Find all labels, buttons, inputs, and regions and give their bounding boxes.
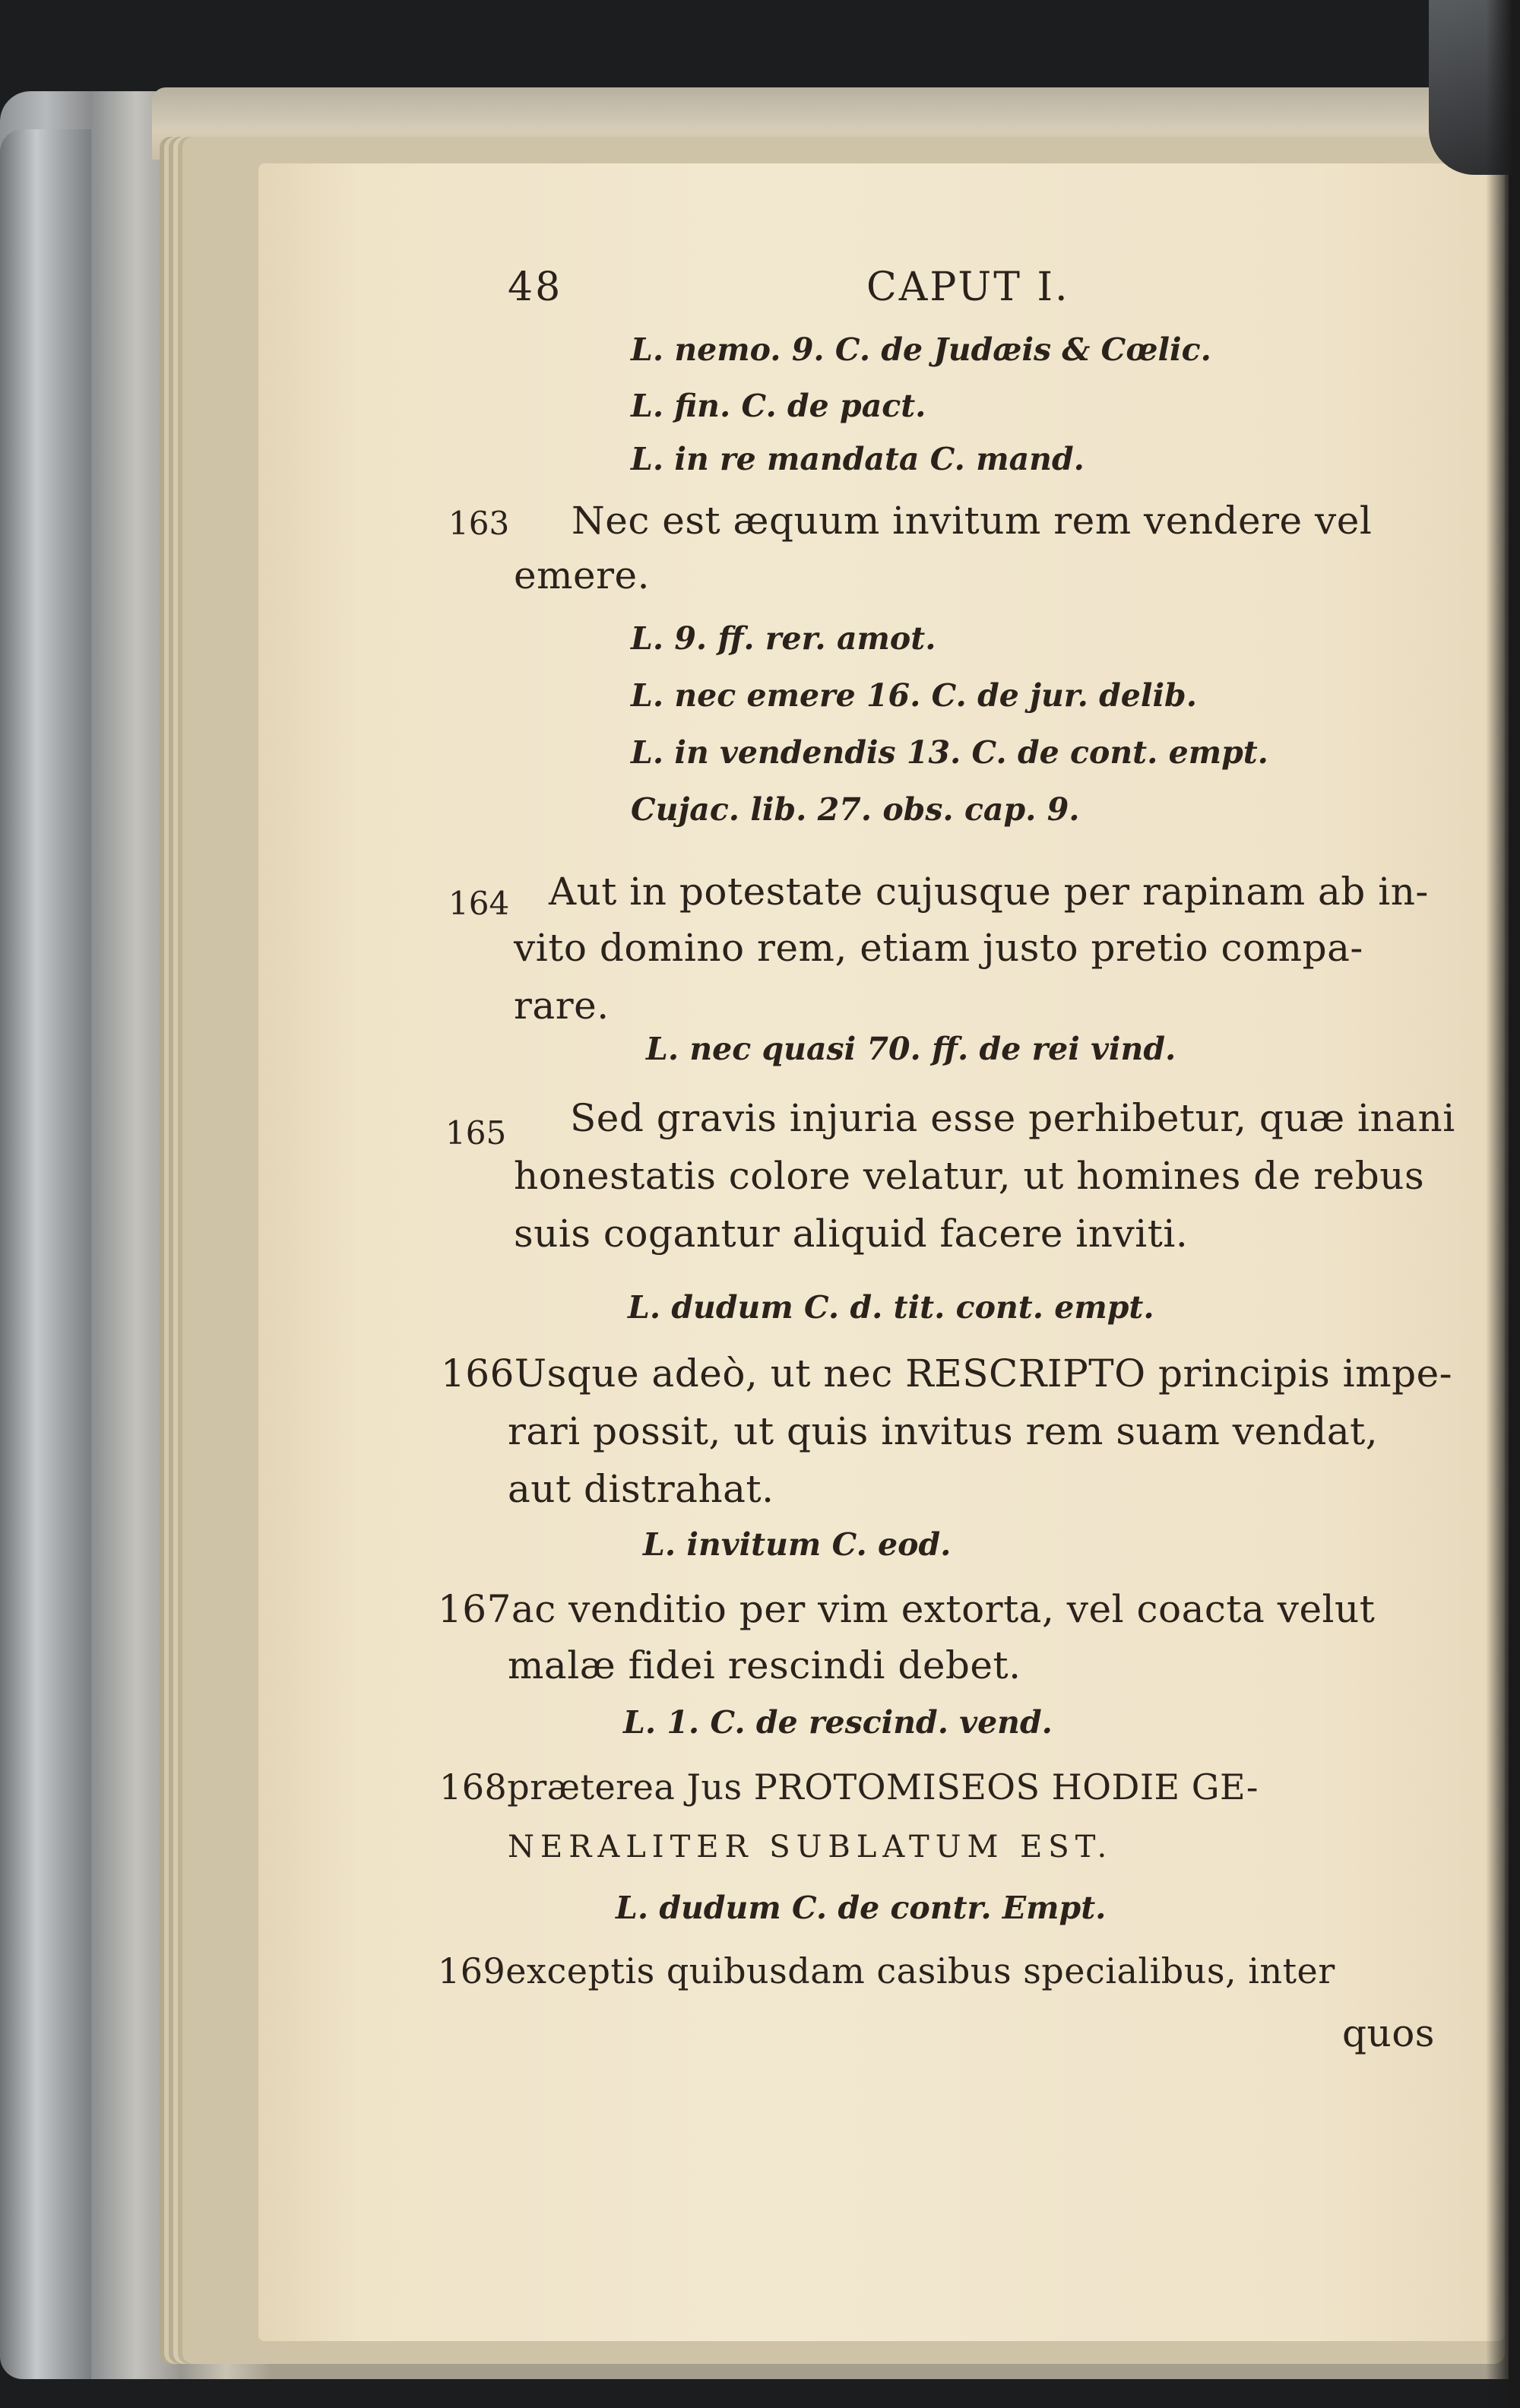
citation-line: L. nec emere 16. C. de jur. delib.	[631, 677, 1197, 714]
body-line: rare.	[514, 984, 610, 1028]
body-line: 166Usque adeò, ut nec RESCRIPTO principis impe-	[441, 1351, 1453, 1396]
body-line: aut distrahat.	[508, 1467, 774, 1511]
citation-line: L. 1. C. de rescind. vend.	[623, 1704, 1053, 1741]
body-line: 169exceptis quibusdam casibus specialibus, inter	[438, 1950, 1335, 1991]
catchword: quos	[1342, 2011, 1435, 2055]
citation-line: L. 9. ff. rer. amot.	[631, 620, 936, 657]
citation-line: L. nec quasi 70. ff. de rei vind.	[646, 1031, 1176, 1067]
paragraph-number: 165	[445, 1114, 507, 1152]
citation-line: L. in re mandata C. mand.	[631, 441, 1085, 477]
paragraph-number: 164	[448, 885, 510, 922]
page-number: 48	[508, 265, 563, 310]
citation-line: L. in vendendis 13. C. de cont. empt.	[631, 734, 1268, 771]
body-line: 168præterea Jus PROTOMISEOS HODIE GE-	[439, 1766, 1259, 1808]
body-line: emere.	[514, 553, 650, 597]
citation-line: L. dudum C. de contr. Empt.	[616, 1890, 1107, 1926]
citation-line: L. invitum C. eod.	[643, 1526, 952, 1563]
body-line: Sed gravis injuria esse perhibetur, quæ inani	[570, 1096, 1455, 1140]
body-line: Nec est æquum invitum rem vendere vel	[572, 499, 1373, 543]
citation-line: L. dudum C. d. tit. cont. empt.	[628, 1289, 1154, 1326]
body-line: rari possit, ut quis invitus rem suam vendat,	[508, 1409, 1379, 1453]
citation-line: L. nemo. 9. C. de Judæis & Cœlic.	[631, 331, 1211, 368]
body-line: malæ fidei rescindi debet.	[508, 1643, 1021, 1687]
body-line: suis cogantur aliquid facere inviti.	[514, 1212, 1189, 1256]
body-line: vito domino rem, etiam justo pretio compa-	[514, 926, 1363, 970]
running-title: CAPUT I.	[866, 265, 1070, 310]
body-line: Aut in potestate cujusque per rapinam ab in-	[549, 870, 1429, 914]
body-line: honestatis colore velatur, ut homines de rebus	[514, 1154, 1425, 1198]
body-line-caps: NERALITER SUBLATUM EST.	[508, 1830, 1113, 1865]
citation-line: Cujac. lib. 27. obs. cap. 9.	[631, 791, 1080, 828]
paragraph-number: 163	[448, 505, 510, 542]
body-line: 167ac venditio per vim extorta, vel coacta velut	[438, 1587, 1376, 1631]
citation-line: L. fin. C. de pact.	[631, 388, 926, 424]
